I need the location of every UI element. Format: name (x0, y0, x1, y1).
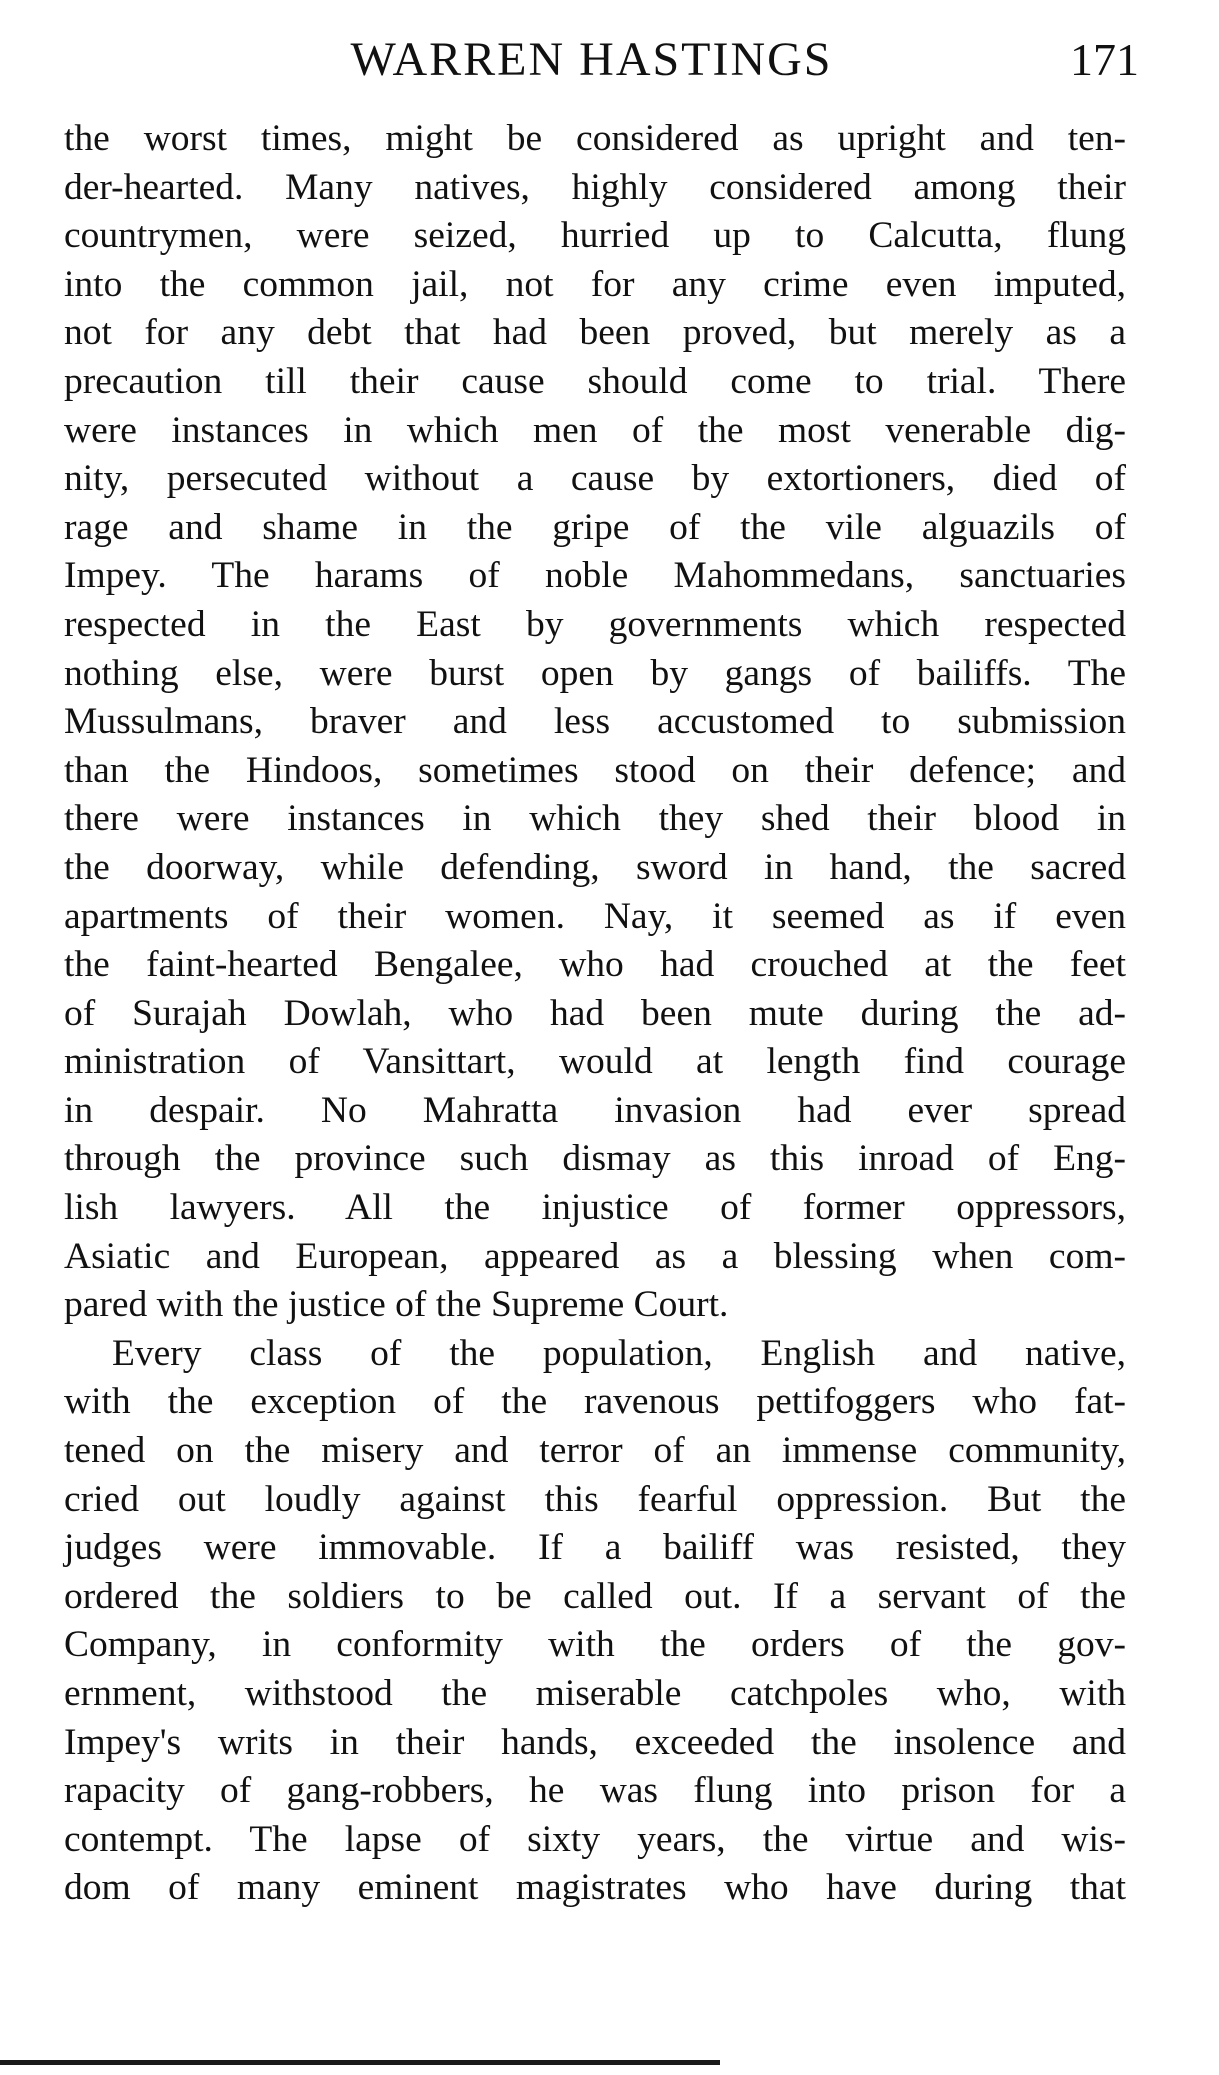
text-line: nity, persecuted without a cause by extortioners, died of (64, 458, 1126, 500)
body-text (64, 115, 1126, 1913)
text-line: were instances in which men of the most venerable dig- (64, 409, 1126, 451)
text-line: Asiatic and European, appeared as a blessing when com- (64, 1235, 1126, 1277)
text-line: the doorway, while defending, sword in hand, the sacred (64, 846, 1126, 888)
text-line: through the province such dismay as this inroad of Eng- (64, 1138, 1126, 1180)
text-line: than the Hindoos, sometimes stood on their defence; and (64, 749, 1126, 791)
text-line: der-hearted. Many natives, highly considered among their (64, 166, 1126, 208)
text-line: ernment, withstood the miserable catchpoles who, with (64, 1673, 1126, 1714)
text-line: not for any debt that had been proved, but merely as a (64, 312, 1126, 354)
bottom-rule (0, 2060, 720, 2065)
text-line: Company, in conformity with the orders of the gov- (64, 1624, 1126, 1666)
text-line: dom of many eminent magistrates who have during that (64, 1867, 1126, 1909)
text-line: ordered the soldiers to be called out. If a servant of the (64, 1575, 1126, 1617)
text-line: into the common jail, not for any crime even imputed, (64, 263, 1126, 305)
text-line: the faint-hearted Bengalee, who had crouched at the feet (64, 944, 1126, 986)
text-line: there were instances in which they shed their blood in (64, 798, 1126, 840)
text-line: Impey's writs in their hands, exceeded the insolence and (64, 1721, 1126, 1763)
text-line: tened on the misery and terror of an immense community, (64, 1430, 1126, 1472)
text-line: the worst times, might be considered as upright and ten- (64, 118, 1126, 159)
text-line: cried out loudly against this fearful oppression. But the (64, 1478, 1126, 1520)
running-head (64, 30, 1139, 90)
text-line: Every class of the population, English and native, (112, 1332, 1126, 1374)
text-line: nothing else, were burst open by gangs of bailiffs. The (64, 652, 1126, 694)
text-line: countrymen, were seized, hurried up to Calcutta, flung (64, 215, 1126, 257)
running-title: WARREN HASTINGS (350, 33, 833, 86)
text-line: lish lawyers. All the injustice of former oppressors, (64, 1187, 1126, 1229)
page-number: 171 (1070, 34, 1139, 85)
text-line: precaution till their cause should come to trial. There (64, 360, 1126, 402)
text-line: of Surajah Dowlah, who had been mute during the ad- (64, 992, 1126, 1034)
text-line: Impey. The harams of noble Mahommedans, sanctuaries (64, 555, 1126, 597)
text-line: ministration of Vansittart, would at length find courage (64, 1041, 1126, 1083)
text-line: pared with the justice of the Supreme Court. (64, 1284, 729, 1326)
text-line: with the exception of the ravenous pettifoggers who fat- (64, 1381, 1126, 1423)
text-line: Mussulmans, braver and less accustomed to submission (64, 701, 1126, 743)
text-line: judges were immovable. If a bailiff was resisted, they (64, 1527, 1126, 1569)
text-line: rapacity of gang-robbers, he was flung into prison for a (64, 1770, 1126, 1812)
text-line: in despair. No Mahratta invasion had ever spread (64, 1089, 1126, 1131)
text-line: respected in the East by governments which respected (64, 603, 1126, 645)
text-line: apartments of their women. Nay, it seemed as if even (64, 895, 1126, 937)
text-line: contempt. The lapse of sixty years, the virtue and wis- (64, 1818, 1126, 1860)
text-line: rage and shame in the gripe of the vile alguazils of (64, 506, 1126, 548)
